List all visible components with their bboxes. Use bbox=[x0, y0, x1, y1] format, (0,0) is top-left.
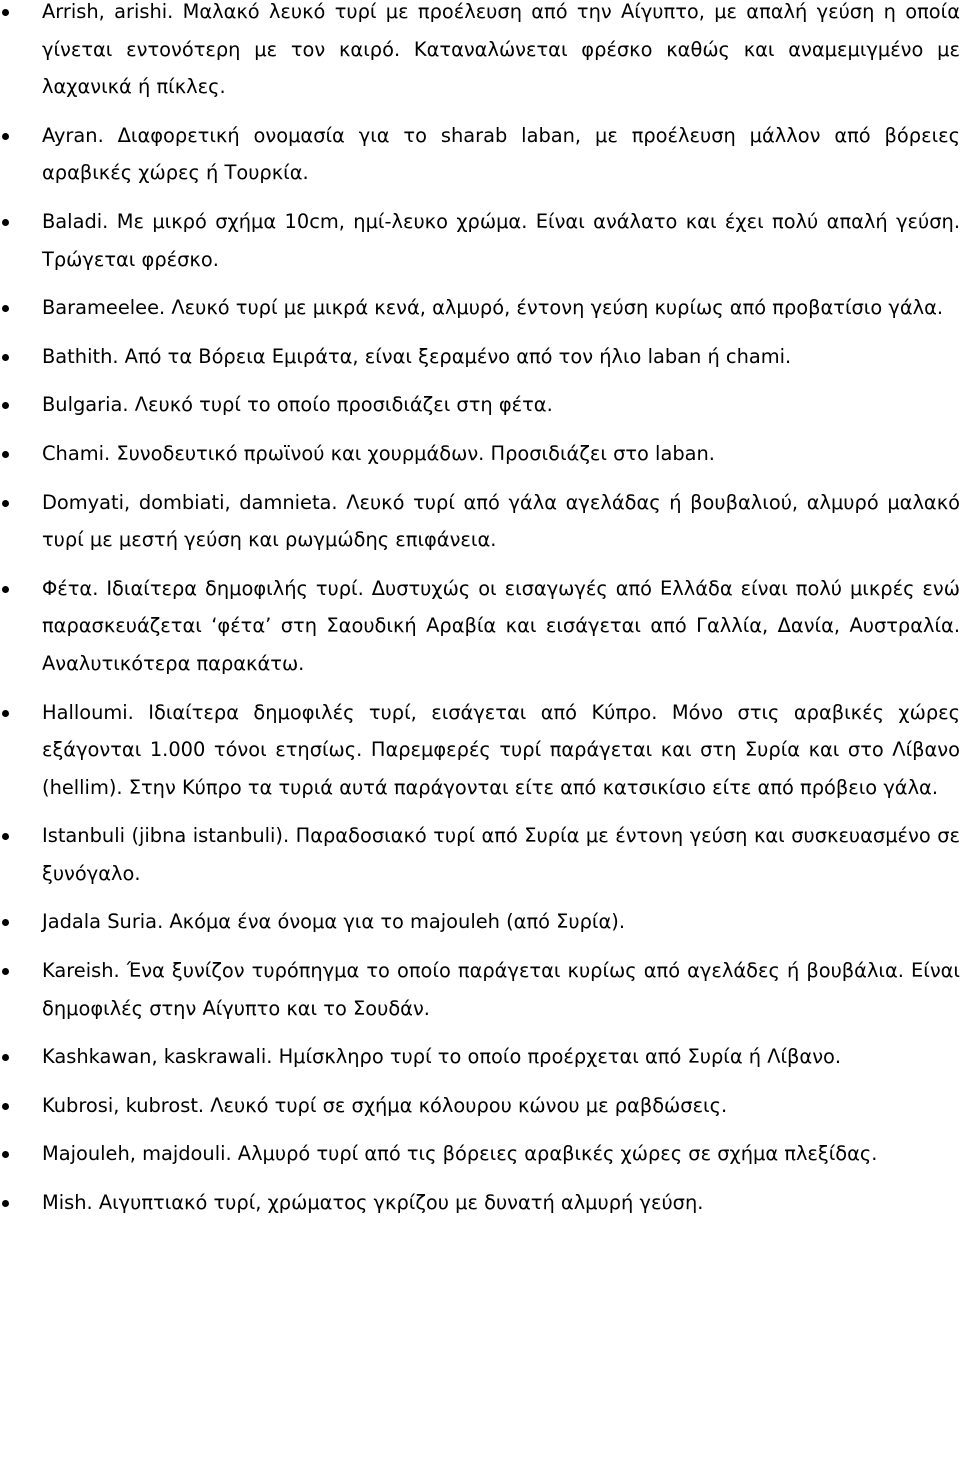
bullet-icon bbox=[2, 133, 9, 140]
list-item bbox=[0, 817, 960, 892]
list-item-text: Ayran. Διαφορετική ονομασία για το sharab laban, με προέλευση μάλλον από βόρειες αραβικές χώρες ή Τουρκία. bbox=[42, 123, 960, 185]
bullet-icon bbox=[2, 968, 9, 975]
bullet-icon bbox=[2, 500, 9, 507]
list-item bbox=[0, 694, 960, 807]
list-item-text: Barameelee. Λευκό τυρί με μικρά κενά, αλμυρό, έντονη γεύση κυρίως από προβατίσιο γάλα. bbox=[42, 296, 944, 320]
list-item bbox=[0, 1038, 960, 1076]
list-item bbox=[0, 0, 960, 106]
bullet-icon bbox=[2, 9, 9, 16]
list-item bbox=[0, 1135, 960, 1173]
bullet-icon bbox=[2, 1200, 9, 1207]
bullet-icon bbox=[2, 354, 9, 361]
bullet-icon bbox=[2, 1151, 9, 1158]
list-item-text: Istanbuli (jibna istanbuli). Παραδοσιακό τυρί από Συρία με έντονη γεύση και συσκευασμένο σε ξυνόγαλο. bbox=[42, 824, 960, 885]
list-item-text: Chami. Συνοδευτικό πρωϊνού και χουρμάδων. Προσιδιάζει στο laban. bbox=[42, 441, 715, 465]
list-item-text: Baladi. Με μικρό σχήμα 10cm, ημί-λευκο χρώμα. Είναι ανάλατο και έχει πολύ απαλή γεύση. Τρώγεται φρέσκο. bbox=[42, 209, 960, 271]
bullet-icon bbox=[2, 586, 9, 593]
bullet-icon bbox=[2, 833, 9, 840]
bullet-icon bbox=[2, 710, 9, 717]
list-item-text: Kashkawan, kaskrawali. Ημίσκληρο τυρί το οποίο προέρχεται από Συρία ή Λίβανο. bbox=[42, 1045, 842, 1069]
list-item bbox=[0, 1087, 960, 1125]
bullet-icon bbox=[2, 305, 9, 312]
list-item-text: Kubrosi, kubrost. Λευκό τυρί σε σχήμα κόλουρου κώνου με ραβδώσεις. bbox=[42, 1093, 728, 1117]
bullet-icon bbox=[2, 919, 9, 926]
list-item bbox=[0, 435, 960, 473]
list-item-text: Bulgaria. Λευκό τυρί το οποίο προσιδιάζει στη φέτα. bbox=[42, 393, 553, 417]
list-item-text: Arrish, arishi. Μαλακό λευκό τυρί με προέλευση από την Αίγυπτο, με απαλή γεύση η οποία γίνεται εντονότερη με τον καιρό. Καταναλώνεται φρέσκο καθώς και αναμεμιγμένο με λαχανικά ή πίκλες. bbox=[42, 0, 960, 99]
list-item bbox=[0, 1184, 960, 1222]
list-item-text: Bathith. Από τα Βόρεια Εμιράτα, είναι ξεραμένο από τον ήλιο laban ή chami. bbox=[42, 344, 792, 368]
list-item bbox=[0, 484, 960, 559]
list-item bbox=[0, 338, 960, 376]
list-item bbox=[0, 386, 960, 424]
list-item-text: Halloumi. Ιδιαίτερα δημοφιλές τυρί, εισάγεται από Κύπρο. Μόνο στις αραβικές χώρες εξάγονται 1.000 τόνοι ετησίως. Παρεμφερές τυρί παράγεται και στη Συρία και στο Λίβανο (hellim). Στην Κύπρο τα τυριά αυτά παράγονται είτε από κατσικίσιο είτε από πρόβειο γάλα. bbox=[42, 700, 960, 799]
list-item bbox=[0, 952, 960, 1027]
list-item-text: Domyati, dombiati, damnieta. Λευκό τυρί από γάλα αγελάδας ή βουβαλιού, αλμυρό μαλακό τυρί με μεστή γεύση και ρωγμώδης επιφάνεια. bbox=[42, 490, 960, 552]
list-item bbox=[0, 203, 960, 278]
list-item-text: Φέτα. Ιδιαίτερα δημοφιλής τυρί. Δυστυχώς οι εισαγωγές από Ελλάδα είναι πολύ μικρές ενώ παρασκευάζεται ‘φέτα’ στη Σαουδική Αραβία και εισάγεται από Γαλλία, Δανία, Αυστραλία. Αναλυτικότερα παρακάτω. bbox=[42, 576, 960, 675]
bullet-icon bbox=[2, 219, 9, 226]
bullet-icon bbox=[2, 1054, 9, 1061]
list-item-text: Mish. Αιγυπτιακό τυρί, χρώματος γκρίζου με δυνατή αλμυρή γεύση. bbox=[42, 1191, 704, 1215]
list-item bbox=[0, 570, 960, 683]
bullet-icon bbox=[2, 402, 9, 409]
list-item-text: Majouleh, majdouli. Αλμυρό τυρί από τις βόρειες αραβικές χώρες σε σχήμα πλεξίδας. bbox=[42, 1142, 878, 1166]
list-item bbox=[0, 289, 960, 327]
list-item-text: Kareish. Ένα ξυνίζον τυρόπηγμα το οποίο παράγεται κυρίως από αγελάδες ή βουβάλια. Είναι δημοφιλές στην Αίγυπτο και το Σουδάν. bbox=[42, 959, 960, 1020]
list-item-text: Jadala Suria. Ακόμα ένα όνομα για το majouleh (από Συρία). bbox=[42, 910, 625, 934]
bullet-icon bbox=[2, 1103, 9, 1110]
list-item bbox=[0, 903, 960, 941]
list-item bbox=[0, 117, 960, 192]
bullet-icon bbox=[2, 451, 9, 458]
